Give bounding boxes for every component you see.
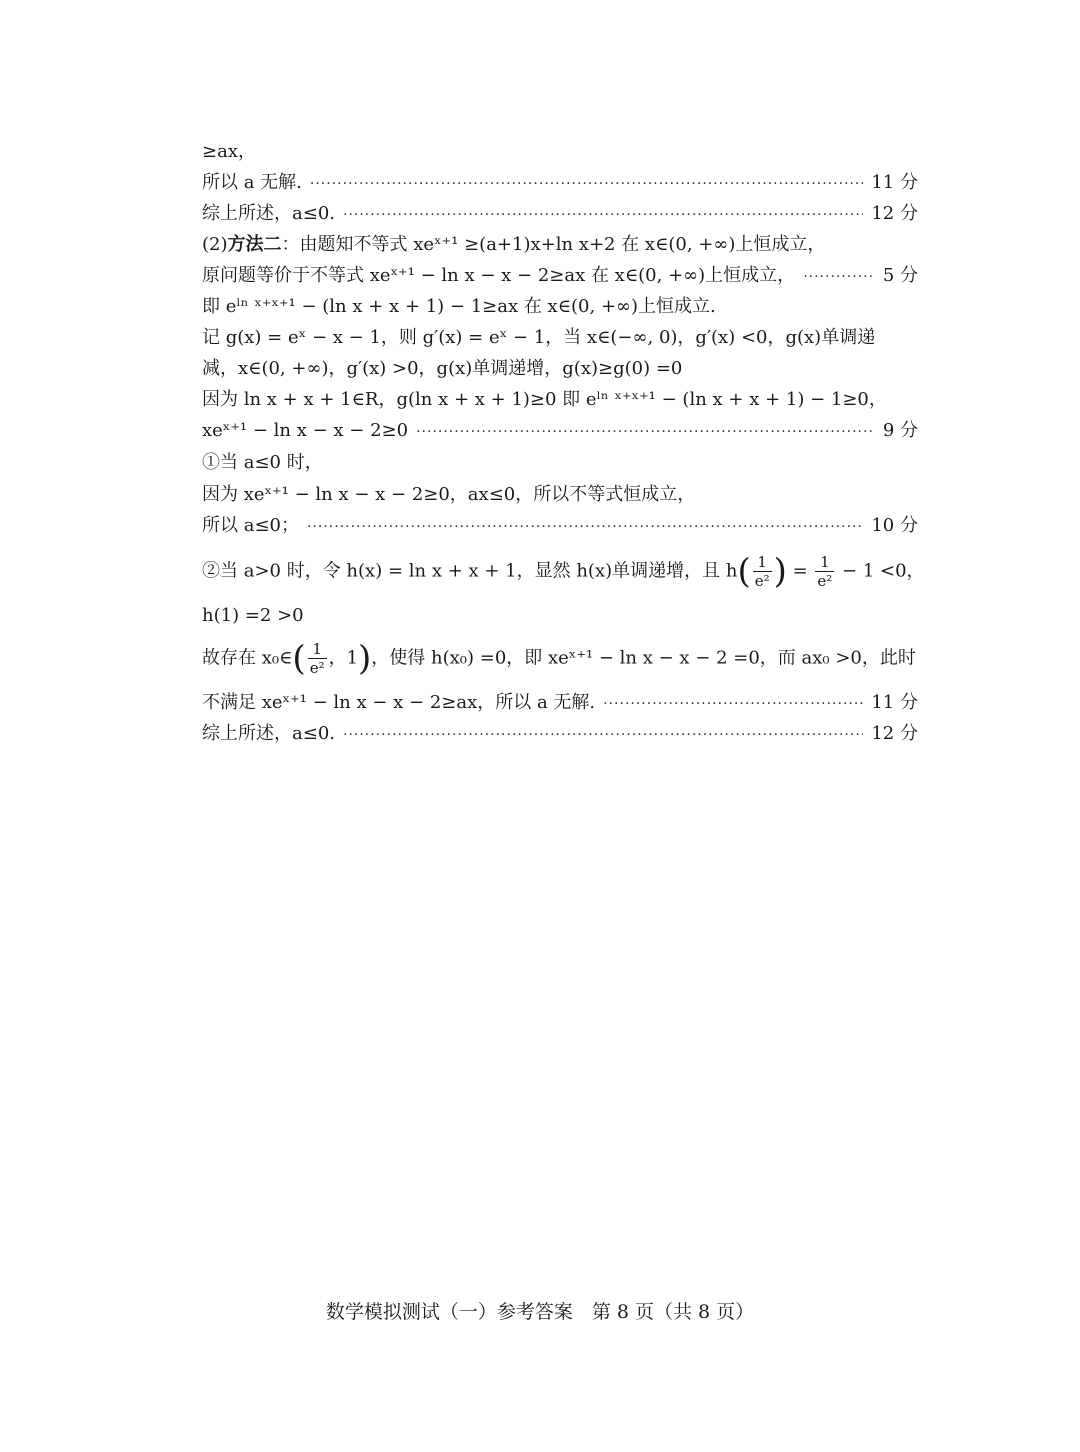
leader-dots [310, 171, 863, 197]
line-18: 综上所述，a≤0. ····· 12 分 [202, 721, 918, 748]
line-2: 所以 a 无解. ····· 11 分 [202, 170, 918, 197]
fraction: $\frac{1}{\text{e²}}$ [754, 553, 770, 590]
method-label: 方法二 [227, 234, 282, 255]
line-13: 所以 a≤0； ····· 10 分 [202, 513, 918, 540]
line-3: 综上所述，a≤0. ····· 12 分 [202, 201, 918, 228]
line-9: 因为 ln x + x + 1∈R，g(ln x + x + 1)≥0 即 eˡⁿ ˣ⁺ˣ⁺¹ − (ln x + x + 1) − 1≥0， [202, 389, 887, 410]
score: 5 分 [882, 265, 918, 286]
line-10: xeˣ⁺¹ − ln x − x − 2≥0 ····· 9 分 [202, 418, 918, 445]
leader-dots [343, 722, 863, 748]
score: 12 分 [871, 203, 918, 224]
leader-dots [416, 419, 875, 445]
score: 10 分 [871, 515, 918, 536]
line-12: 因为 xeˣ⁺¹ − ln x − x − 2≥0，ax≤0，所以不等式恒成立， [202, 484, 696, 505]
fraction: $\frac{1}{\text{e²}}$ [309, 640, 325, 677]
fraction: $\frac{1}{\text{e²}}$ [817, 553, 833, 590]
line-16: 故存在 x₀∈( $\frac{1}{\text{e²}}$ ，1)，使得 h(x₀) =0，即 xeˣ⁺¹ − ln x − x − 2 =0，而 ax₀ >0，此时 [202, 638, 916, 679]
line-4: (2)方法二：由题知不等式 xeˣ⁺¹ ≥(a+1)x+ln x+2 在 x∈(0, +∞)上恒成立， [202, 234, 826, 255]
line-17: 不满足 xeˣ⁺¹ − ln x − x − 2≥ax，所以 a 无解. ····· 11 分 [202, 690, 918, 717]
line-7: 记 g(x) = eˣ − x − 1，则 g′(x) = eˣ − 1，当 x∈(−∞, 0)，g′(x) <0，g(x)单调递 [202, 327, 876, 348]
leader-dots [307, 514, 863, 540]
page-footer: 数学模拟测试（一）参考答案 第 8 页（共 8 页） [325, 1301, 755, 1323]
leader-dots [803, 264, 875, 290]
line-1: ≥ax， [202, 141, 256, 162]
line-5: 原问题等价于不等式 xeˣ⁺¹ − ln x − x − 2≥ax 在 x∈(0, +∞)上恒成立， ····· 5 分 [202, 263, 918, 290]
score: 11 分 [871, 172, 918, 193]
line-8: 减，x∈(0, +∞)，g′(x) >0，g(x)单调递增，g(x)≥g(0) =0 [202, 358, 683, 379]
line-6: 即 eˡⁿ ˣ⁺ˣ⁺¹ − (ln x + x + 1) − 1≥ax 在 x∈(0, +∞)上恒成立. [202, 296, 716, 317]
line-11: ①当 a≤0 时， [202, 452, 323, 473]
score: 12 分 [871, 723, 918, 744]
leader-dots [603, 691, 863, 717]
score: 9 分 [882, 420, 918, 441]
score: 11 分 [871, 692, 918, 713]
line-15: h(1) =2 >0 [202, 605, 304, 626]
line-14: ②当 a>0 时，令 h(x) = ln x + x + 1，显然 h(x)单调递增，且 h( $\frac{1}{\text{e²}}$ ) = $\frac{1}{\text{e²}}$ − 1 <0， [202, 551, 925, 592]
leader-dots [343, 202, 863, 228]
